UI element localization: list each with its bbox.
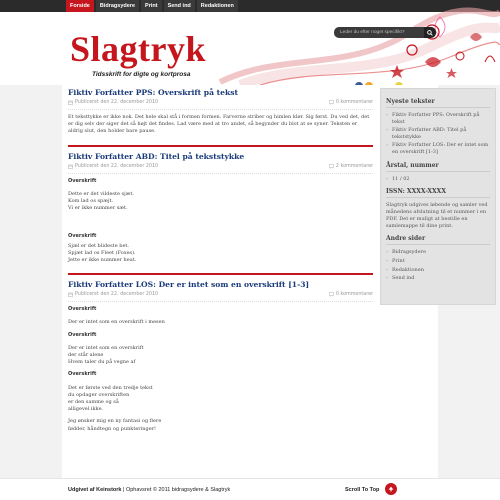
comment-icon (329, 164, 334, 169)
latest-posts-list (386, 112, 490, 156)
post-line: Kom lad os spæjt. (68, 198, 114, 205)
page-content (62, 85, 489, 478)
nav-item-forside[interactable]: Forside (66, 0, 94, 12)
nav-item-bidragsydere[interactable]: Bidragsydere (96, 0, 139, 12)
calendar-icon (68, 292, 73, 297)
post-line: Jeg ønsker mig en ny fantasi og flere (68, 418, 162, 425)
site-footer (0, 478, 500, 500)
sidebar-heading-other: Andre sider (386, 235, 490, 245)
post-line: der står alene (68, 352, 104, 359)
search-icon (427, 30, 433, 36)
post-paragraph (68, 243, 373, 265)
post-line: Hvem taler du på vegne af (68, 359, 136, 366)
post-line: Dette er det vildeste sjæt. (68, 190, 134, 197)
post-meta (68, 100, 373, 110)
post-comments[interactable] (329, 100, 373, 105)
post-line: Sjæl er det blideste bet. (68, 242, 130, 249)
sidebar-link[interactable]: › Fiktiv Forfatter PPS: Overskrift på tekst (386, 112, 490, 125)
search-button[interactable] (424, 27, 436, 38)
post-comments-text[interactable]: 0 kommentarer (335, 292, 373, 298)
sidebar (380, 88, 496, 305)
comment-icon (329, 100, 334, 105)
post (68, 152, 373, 276)
post-paragraph (68, 418, 373, 432)
post-heading: Overskrift (68, 306, 97, 313)
site-header (0, 12, 500, 85)
sidebar-link[interactable]: › Send ind (386, 275, 490, 282)
post-heading: Overskrift (68, 371, 97, 378)
sidebar-link[interactable]: › Fiktiv Forfatter ABD: Titel på tekststykke (386, 127, 490, 140)
scroll-to-top-button[interactable] (385, 483, 397, 495)
post-comments[interactable] (329, 292, 373, 297)
post-comments-text[interactable]: 0 kommentarer (335, 100, 373, 105)
sidebar-link[interactable]: › 11 / 02 (386, 176, 490, 183)
post-line: Det er første ved den tredje tekst (68, 384, 153, 391)
sidebar-heading-latest: Nyeste tekster (386, 98, 490, 108)
search-input[interactable]: Leder du efter noget specifikt? (334, 27, 424, 38)
post-meta (68, 164, 373, 174)
sidebar-link[interactable]: › Fiktiv Forfatter LOS: Der er intet som en overskrift [1-3] (386, 142, 490, 155)
decorative-swirl-graphic (200, 12, 500, 85)
post-line: Der er intet som en overskrift (68, 344, 144, 351)
site-tagline: Tidsskrift for digte og kortprosa (92, 71, 191, 78)
footer-publisher-link[interactable]: Udgivet af Keinstork (68, 487, 122, 493)
footer-copyright: | Ophavsret © 2011 bidragsydere & Slagtryk (123, 487, 231, 493)
post-heading: Overskrift (68, 233, 97, 240)
arrow-up-icon (388, 486, 394, 492)
post-line: alligevel ikke. (68, 406, 104, 413)
post-title[interactable]: Fiktiv Forfatter PPS: Overskrift på tekst (68, 88, 239, 97)
site-logo[interactable]: Slagtryk (70, 29, 207, 69)
calendar-icon (68, 164, 73, 169)
sidebar-link[interactable]: › Redaktionen (386, 267, 490, 274)
post-comments[interactable] (329, 164, 373, 169)
sidebar-heading-year: Årstal, nummer (386, 162, 490, 172)
sidebar-link[interactable]: › Print (386, 258, 490, 265)
nav-item-redaktionen[interactable]: Redaktionen (197, 0, 238, 12)
post-paragraph: Et teksttykke er ikke nok. Det hele skal stå i formen formen. Farverne striber og himlen klør. Sig først. Du ved det, det er dig selv der siger det så højt det findes. Lad være med at tro andet, så begynder du blot at se syner. Teksten er aldrig slut, den holder bare pause. (68, 114, 370, 135)
post-title[interactable]: Fiktiv Forfatter ABD: Titel på tekststykke (68, 151, 245, 161)
scroll-to-top-label[interactable]: Scroll To Top (345, 487, 380, 493)
calendar-icon (68, 100, 73, 105)
comment-icon (329, 292, 334, 297)
post-paragraph (68, 345, 373, 367)
post-date (68, 164, 158, 169)
nav-item-print[interactable]: Print (141, 0, 162, 12)
post-line: fødder, håndtegn og punkteringer! (68, 425, 157, 432)
post-line: Jette er ikke nummer heat. (68, 257, 137, 264)
issn-heading: ISSN: XXXX-XXXX (386, 188, 490, 198)
other-pages-list (386, 249, 490, 281)
post (68, 88, 373, 147)
post-date-text: Publiceret den 22. december 2010 (75, 163, 159, 169)
post-paragraph (68, 191, 373, 213)
post-heading: Overskrift (68, 177, 97, 184)
post-line: du opdager overskriften (68, 391, 130, 398)
top-nav-bar (0, 0, 500, 12)
post-date (68, 100, 158, 105)
post-heading: Overskrift (68, 331, 97, 338)
post-date-text: Publiceret den 22. december 2010 (75, 100, 159, 105)
post-line: Vi er ikke nummer sæt. (68, 205, 128, 212)
year-list (386, 176, 490, 183)
main-column (68, 85, 373, 447)
post-paragraph (68, 385, 373, 414)
post-line: Spjæt lad os Fleet (Foxes). (68, 249, 136, 256)
post (68, 280, 373, 442)
post-date (68, 292, 158, 297)
post-paragraph: Der er intet som en overskrift i mesen (68, 319, 165, 326)
main-nav (66, 0, 240, 12)
sidebar-link[interactable]: › Bidragsydere (386, 249, 490, 256)
nav-item-send-ind[interactable]: Send ind (164, 0, 195, 12)
post-comments-text[interactable]: 2 kommentarer (335, 163, 373, 169)
post-meta (68, 292, 373, 302)
about-text: Slagtryk udgives løbende og samler ved månedens afslutning til et nummer i en PDF. Det er muligt at bestille en samlemappe til dine print. (386, 202, 488, 229)
post-title[interactable]: Fiktiv Forfatter LOS: Der er intet som en overskrift [1-3] (68, 280, 310, 290)
post-date-text: Publiceret den 22. december 2010 (75, 292, 159, 298)
footer-text (68, 487, 230, 493)
post-line: er den samme og så (68, 399, 119, 406)
